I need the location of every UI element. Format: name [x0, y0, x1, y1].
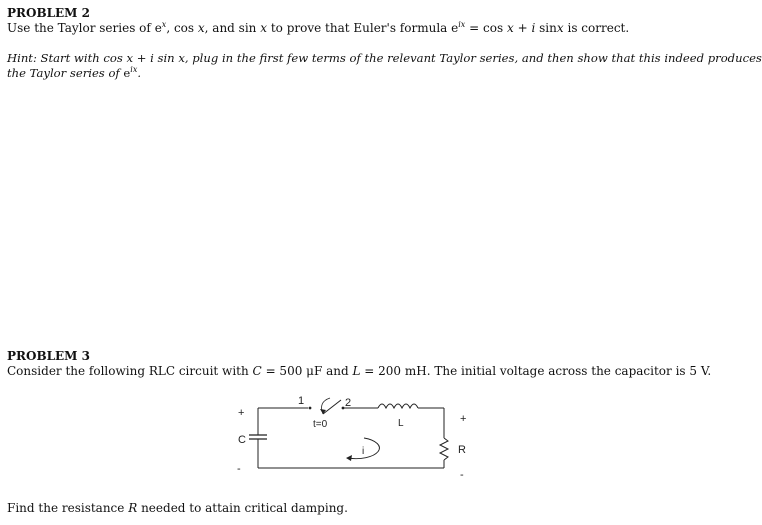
hint-text: plug in the first few terms of the relevant Taylor series, and then show that this indeed produces — [192, 51, 762, 65]
statement-text: to prove that Euler's formula — [270, 21, 448, 35]
inductor-label: L — [398, 418, 404, 429]
switch-arrow-icon — [320, 409, 326, 414]
problem-2-heading: PROBLEM 2 — [7, 6, 90, 20]
hint-text: Hint: Start with — [7, 51, 100, 65]
resistor-zigzag — [440, 438, 448, 460]
inductor-coil — [378, 404, 418, 408]
problem-2-hint-line-2 — [7, 66, 141, 80]
math-exponent: x — [161, 20, 167, 29]
capacitor-label: C — [238, 434, 246, 446]
problem-3-statement — [7, 364, 711, 378]
current-label: i — [362, 446, 365, 457]
hint-text: the Taylor series of — [7, 66, 120, 80]
switch-position-1-label: 1 — [298, 395, 305, 407]
question-text: Find the resistance — [7, 501, 125, 515]
current-arrow-icon — [346, 455, 352, 461]
math-x: x — [260, 21, 267, 35]
hint-expression: cos x + i sin x, — [103, 51, 189, 65]
capacitor-plus-label: + — [238, 407, 245, 419]
question-text: needed to attain critical damping. — [141, 501, 348, 515]
problem-3-heading: PROBLEM 3 — [7, 349, 90, 363]
switch-position-2-label: 2 — [345, 397, 352, 409]
statement-text: = 500 μF and — [265, 364, 349, 378]
hint-text: . — [137, 66, 142, 80]
statement-text: is correct. — [567, 21, 630, 35]
math-text: = cos — [469, 21, 504, 35]
switch-time-label: t=0 — [313, 419, 328, 430]
math-e: e — [123, 66, 131, 80]
math-c: C — [252, 364, 262, 378]
math-text: + — [517, 21, 528, 35]
resistor-plus-label: + — [460, 413, 467, 425]
math-x: x — [197, 21, 205, 35]
switch-blade — [323, 400, 341, 414]
math-e: e — [451, 21, 459, 35]
math-exponent: ix — [130, 65, 138, 74]
math-exponent: ix — [458, 20, 466, 29]
math-x: x — [506, 21, 514, 35]
capacitor-minus-label: - — [237, 463, 241, 475]
statement-text: , cos — [166, 21, 195, 35]
math-e: e — [154, 21, 162, 35]
math-l: L — [352, 364, 361, 378]
statement-text: Consider the following RLC circuit with — [7, 364, 249, 378]
rlc-circuit-diagram — [220, 390, 480, 490]
statement-text: , and sin — [204, 21, 257, 35]
problem-2-hint-line-1 — [7, 51, 762, 65]
problem-3-question — [7, 501, 348, 515]
resistor-minus-label: - — [460, 469, 464, 481]
problem-2-statement — [7, 21, 629, 35]
statement-text: = 200 mH. The initial voltage across the capacitor is 5 V. — [364, 364, 712, 378]
math-i: i — [531, 21, 536, 35]
switch-terminal-1 — [309, 407, 312, 410]
statement-text: Use the Taylor series of — [7, 21, 151, 35]
math-r: R — [128, 501, 138, 515]
resistor-label: R — [458, 444, 466, 456]
math-text: sin — [539, 21, 557, 35]
math-x: x — [556, 21, 564, 35]
